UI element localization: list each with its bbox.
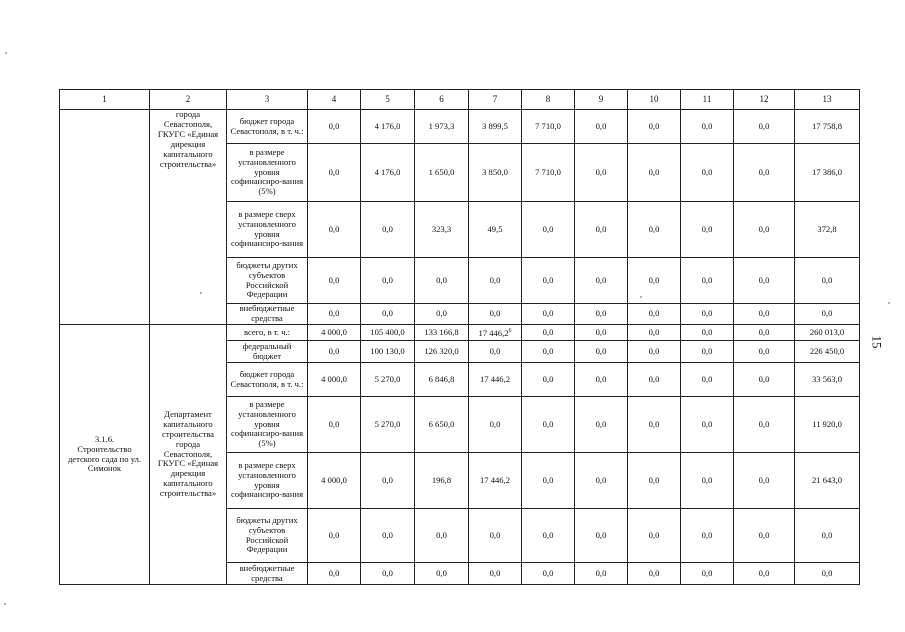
- value-cell: 4 000,0: [308, 453, 361, 509]
- column-header: 8: [522, 90, 575, 110]
- value-cell: 0,0: [361, 258, 415, 304]
- value-cell: 0,0: [628, 304, 681, 325]
- value-cell: 1 650,0: [415, 144, 469, 202]
- value-cell: 17 386,0: [795, 144, 860, 202]
- value-cell: 0,0: [681, 453, 734, 509]
- value-cell: 0,0: [361, 509, 415, 563]
- column-header: 6: [415, 90, 469, 110]
- scan-speck: [888, 302, 890, 304]
- column-header: 9: [575, 90, 628, 110]
- value-cell: 21 643,0: [795, 453, 860, 509]
- value-cell: 0,0: [734, 304, 795, 325]
- value-cell: 0,0: [795, 304, 860, 325]
- value-cell: 0,0: [628, 202, 681, 258]
- value-cell: 0,0: [628, 509, 681, 563]
- value-cell: 0,0: [361, 202, 415, 258]
- financing-table: [59, 89, 860, 585]
- value-cell: 0,0: [361, 304, 415, 325]
- value-cell: 33 563,0: [795, 363, 860, 397]
- value-cell: 0,0: [734, 341, 795, 363]
- value-cell: 0,0: [734, 363, 795, 397]
- table-row: [60, 325, 860, 341]
- scan-speck: [4, 603, 6, 605]
- value-cell: 0,0: [575, 304, 628, 325]
- value-cell: 0,0: [308, 110, 361, 144]
- column-header: 13: [795, 90, 860, 110]
- value-cell: 7 710,0: [522, 144, 575, 202]
- value-cell: 0,0: [522, 397, 575, 453]
- value-cell: 372,8: [795, 202, 860, 258]
- value-cell: 0,0: [469, 509, 522, 563]
- value-cell: 0,0: [308, 144, 361, 202]
- value-cell: 0,0: [308, 304, 361, 325]
- value-cell: 4 176,0: [361, 110, 415, 144]
- value-cell: 0,0: [734, 110, 795, 144]
- measure-name: Строительство детского сада по ул. Симонок: [67, 443, 142, 474]
- value-cell: 0,0: [361, 453, 415, 509]
- value-cell: 0,0: [628, 144, 681, 202]
- value-cell: 0,0: [575, 563, 628, 585]
- value-cell: 5 270,0: [361, 397, 415, 453]
- value-cell: 260 013,0: [795, 325, 860, 341]
- header-row: [60, 90, 860, 110]
- value-cell: 0,0: [628, 258, 681, 304]
- value-cell: 0,0: [628, 341, 681, 363]
- column-header: 1: [60, 90, 150, 110]
- column-header: 7: [469, 90, 522, 110]
- value-cell: 0,0: [308, 202, 361, 258]
- funding-source-cell: в размере сверх установленного уровня софинансиро-вания: [227, 202, 308, 258]
- column-header: 2: [150, 90, 227, 110]
- value-cell: 0,0: [734, 563, 795, 585]
- value-cell: 0,0: [628, 110, 681, 144]
- value-cell: 0,0: [522, 304, 575, 325]
- value-cell: 0,0: [522, 563, 575, 585]
- value-cell: 0,0: [361, 563, 415, 585]
- value-cell: 6 846,8: [415, 363, 469, 397]
- value-cell: 0,0: [469, 563, 522, 585]
- value-cell: 0,0: [522, 258, 575, 304]
- value-cell: 7 710,0: [522, 110, 575, 144]
- value-cell: 0,0: [681, 363, 734, 397]
- funding-source-cell: федеральный бюджет: [227, 341, 308, 363]
- value-cell: 323,3: [415, 202, 469, 258]
- value-cell: 4 000,0: [308, 325, 361, 341]
- value-cell: 0,0: [628, 325, 681, 341]
- value-cell: 0,0: [415, 563, 469, 585]
- funding-source-cell: в размере установленного уровня софинансиро-вания (5%): [227, 397, 308, 453]
- value-cell: 49,5: [469, 202, 522, 258]
- value-cell: 0,0: [628, 563, 681, 585]
- funding-source-cell: в размере установленного уровня софинансиро-вания (5%): [227, 144, 308, 202]
- value-cell: 0,0: [681, 144, 734, 202]
- value-cell: 0,0: [628, 397, 681, 453]
- value-cell: 0,0: [469, 304, 522, 325]
- value-cell: 0,0: [681, 397, 734, 453]
- value-cell: 0,0: [575, 509, 628, 563]
- value-cell: 17 446,2: [469, 453, 522, 509]
- value-cell: 126 320,0: [415, 341, 469, 363]
- value-cell: 0,0: [575, 397, 628, 453]
- value-cell: 6 650,0: [415, 397, 469, 453]
- column-header: 3: [227, 90, 308, 110]
- table-row: [60, 110, 860, 144]
- value-cell: 4 000,0: [308, 363, 361, 397]
- value-cell: 0,0: [308, 563, 361, 585]
- funding-source-cell: внебюджетные средства: [227, 304, 308, 325]
- value-cell: 0,0: [575, 453, 628, 509]
- value-cell: 0,0: [734, 397, 795, 453]
- value-cell: 0,0: [415, 304, 469, 325]
- value-cell: 0,0: [575, 202, 628, 258]
- value-cell: 4 176,0: [361, 144, 415, 202]
- value-cell: 0,0: [522, 509, 575, 563]
- value-cell: 0,0: [734, 509, 795, 563]
- value-cell: 17 446,2$^6$: [469, 325, 522, 341]
- value-cell: 0,0: [469, 397, 522, 453]
- column-header: 4: [308, 90, 361, 110]
- value-cell: 0,0: [522, 325, 575, 341]
- value-cell: 0,0: [681, 509, 734, 563]
- executor-cell: города Севастополя, ГКУГС «Единая дирекция капитального строительства»: [150, 110, 227, 325]
- value-cell: 0,0: [575, 325, 628, 341]
- value-cell: 0,0: [681, 258, 734, 304]
- value-cell: 0,0: [575, 363, 628, 397]
- value-cell: 0,0: [469, 258, 522, 304]
- measure-number-cell: [60, 110, 150, 325]
- value-cell: 0,0: [308, 397, 361, 453]
- value-cell: 3 850,0: [469, 144, 522, 202]
- measure-number: 3.1.6.: [94, 433, 115, 444]
- value-cell: 105 400,0: [361, 325, 415, 341]
- value-cell: 0,0: [734, 453, 795, 509]
- value-cell: 0,0: [681, 325, 734, 341]
- value-cell: 0,0: [522, 341, 575, 363]
- value-cell: 0,0: [575, 341, 628, 363]
- column-header: 12: [734, 90, 795, 110]
- value-cell: 0,0: [681, 110, 734, 144]
- value-cell: 0,0: [681, 202, 734, 258]
- funding-source-cell: бюджет города Севастополя, в т. ч.:: [227, 110, 308, 144]
- value-cell: 0,0: [308, 509, 361, 563]
- value-cell: 0,0: [415, 258, 469, 304]
- value-cell: 0,0: [522, 453, 575, 509]
- funding-source-cell: в размере сверх установленного уровня софинансиро-вания: [227, 453, 308, 509]
- value-cell: 0,0: [575, 258, 628, 304]
- value-cell: 0,0: [734, 144, 795, 202]
- value-cell: 0,0: [681, 304, 734, 325]
- funding-source-cell: бюджеты других субъектов Российской Федерации: [227, 509, 308, 563]
- funding-source-cell: бюджет города Севастополя, в т. ч.:: [227, 363, 308, 397]
- column-header: 11: [681, 90, 734, 110]
- value-cell: 0,0: [734, 202, 795, 258]
- value-cell: 0,0: [522, 202, 575, 258]
- value-cell: 0,0: [575, 144, 628, 202]
- value-cell: 0,0: [308, 258, 361, 304]
- value-cell: 17 446,2: [469, 363, 522, 397]
- value-cell: 0,0: [575, 110, 628, 144]
- funding-source-cell: внебюджетные средства: [227, 563, 308, 585]
- value-cell: 0,0: [308, 341, 361, 363]
- value-cell: 3 899,5: [469, 110, 522, 144]
- page-number: 15: [869, 335, 885, 349]
- value-cell: 0,0: [734, 325, 795, 341]
- footnote-mark: 6: [508, 327, 512, 334]
- value-cell: 17 758,8: [795, 110, 860, 144]
- value-cell: 100 130,0: [361, 341, 415, 363]
- value-cell: 0,0: [795, 509, 860, 563]
- value-cell: 5 270,0: [361, 363, 415, 397]
- value-cell: 0,0: [628, 453, 681, 509]
- value-cell: 133 166,8: [415, 325, 469, 341]
- value-cell: 0,0: [681, 563, 734, 585]
- value-cell: 0,0: [734, 258, 795, 304]
- value-cell: 0,0: [469, 341, 522, 363]
- value-cell: 0,0: [795, 258, 860, 304]
- value-cell: 196,8: [415, 453, 469, 509]
- scan-speck: [5, 52, 7, 54]
- value-cell: 0,0: [415, 509, 469, 563]
- value-cell: 226 450,0: [795, 341, 860, 363]
- funding-source-cell: всего, в т. ч.:: [227, 325, 308, 341]
- value-cell: 0,0: [628, 363, 681, 397]
- executor-cell: Департамент капитального строительства города Севастополя, ГКУГС «Единая дирекция капитального строительства»: [150, 325, 227, 585]
- value-cell: 0,0: [681, 341, 734, 363]
- value-cell: 11 920,0: [795, 397, 860, 453]
- column-header: 5: [361, 90, 415, 110]
- measure-cell: [60, 325, 150, 585]
- column-header: 10: [628, 90, 681, 110]
- value-cell: 1 973,3: [415, 110, 469, 144]
- value-cell: 0,0: [795, 563, 860, 585]
- value-cell: 0,0: [522, 363, 575, 397]
- funding-source-cell: бюджеты других субъектов Российской Федерации: [227, 258, 308, 304]
